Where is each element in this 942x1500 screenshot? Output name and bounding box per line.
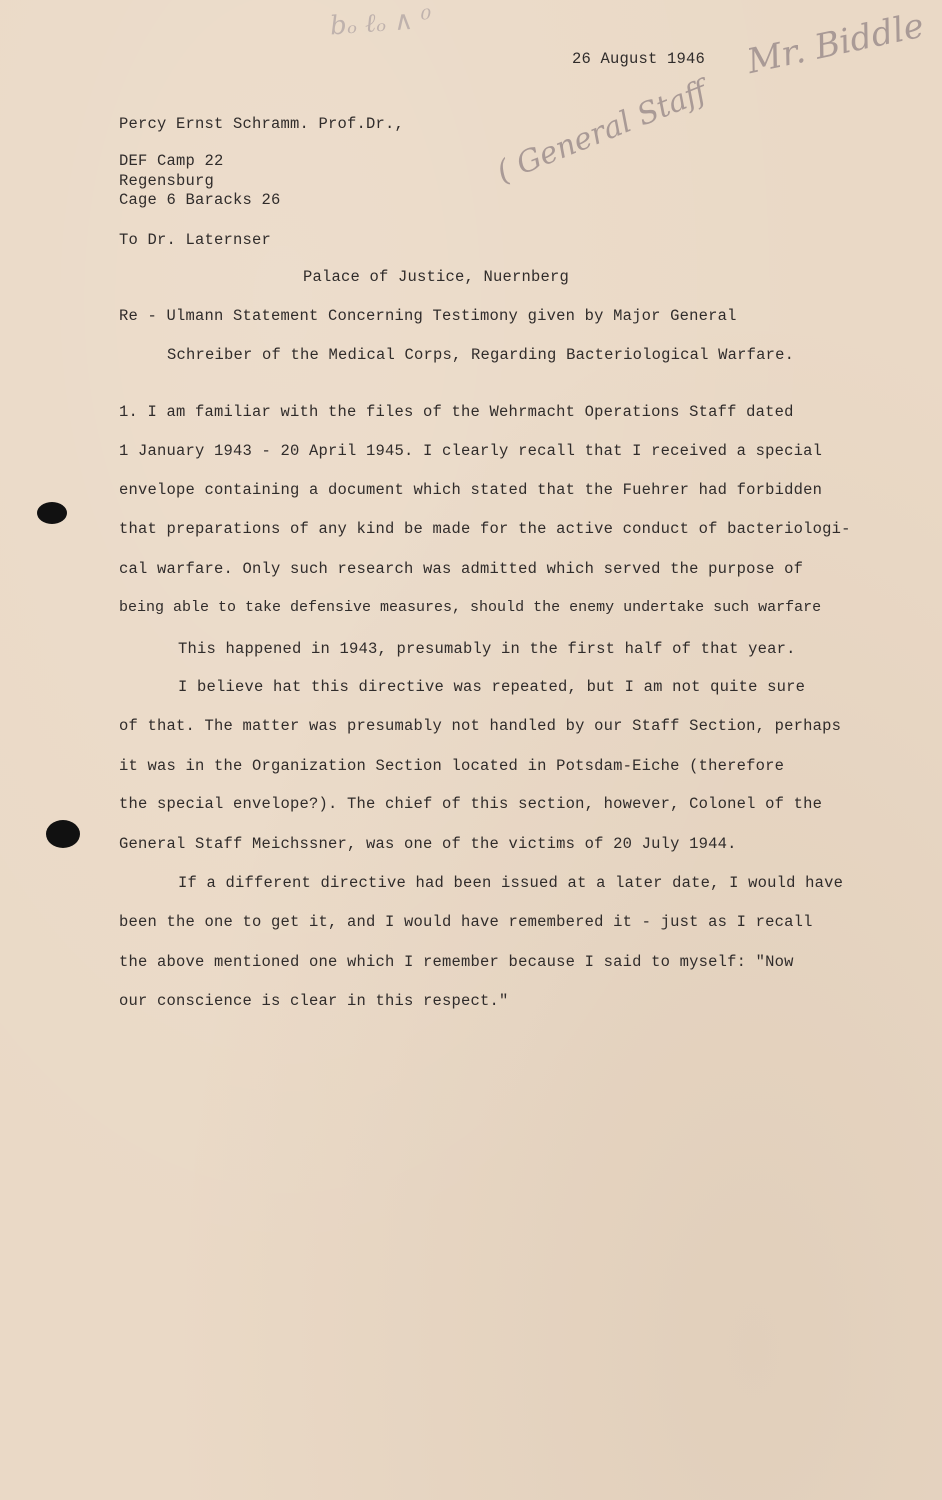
body-line: that preparations of any kind be made for the active conduct of bacteriologi-: [119, 520, 851, 538]
sender-name: Percy Ernst Schramm. Prof.Dr.,: [119, 115, 405, 133]
body-line: the above mentioned one which I remember because I said to myself: "Now: [119, 953, 794, 971]
body-line: I believe hat this directive was repeated, but I am not quite sure: [178, 678, 806, 696]
body-line: envelope containing a document which stated that the Fuehrer had forbidden: [119, 481, 823, 499]
body-line: been the one to get it, and I would have remembered it - just as I recall: [119, 913, 813, 931]
body-line: our conscience is clear in this respect.": [119, 992, 509, 1010]
body-line: 1 January 1943 - 20 April 1945. I clearly recall that I received a special: [119, 442, 823, 460]
sender-address-line: Cage 6 Baracks 26: [119, 191, 281, 209]
general-staff-handwritten-note: ( General Staff: [491, 73, 712, 190]
subject-line: Schreiber of the Medical Corps, Regarding Bacteriological Warfare.: [167, 346, 795, 364]
body-line: being able to take defensive measures, should the enemy undertake such warfare: [119, 599, 822, 616]
punch-hole-mark: [46, 820, 80, 848]
body-line: of that. The matter was presumably not handled by our Staff Section, perhaps: [119, 717, 842, 735]
sender-address-line: DEF Camp 22: [119, 152, 224, 170]
body-line: General Staff Meichssner, was one of the victims of 20 July 1944.: [119, 835, 737, 853]
recipient-handwritten-note: Mr. Biddle: [743, 5, 928, 83]
body-line: If a different directive had been issued at a later date, I would have: [178, 874, 844, 892]
subject-line: Re - Ulmann Statement Concerning Testimony given by Major General: [119, 307, 737, 325]
top-scribble: bₒ ℓₒ ∧ ⁰: [329, 4, 433, 42]
body-line: the special envelope?). The chief of this section, however, Colonel of the: [119, 795, 823, 813]
addressee-location: Palace of Justice, Nuernberg: [303, 268, 570, 286]
punch-hole-mark: [37, 502, 67, 524]
body-line: cal warfare. Only such research was admitted which served the purpose of: [119, 560, 804, 578]
body-line: This happened in 1943, presumably in the first half of that year.: [178, 640, 796, 658]
body-line: 1. I am familiar with the files of the Wehrmacht Operations Staff dated: [119, 403, 794, 421]
sender-address-line: Regensburg: [119, 172, 215, 190]
body-line: it was in the Organization Section located in Potsdam-Eiche (therefore: [119, 757, 785, 775]
addressee-line: To Dr. Laternser: [119, 231, 272, 249]
letter-date: 26 August 1946: [572, 50, 706, 68]
